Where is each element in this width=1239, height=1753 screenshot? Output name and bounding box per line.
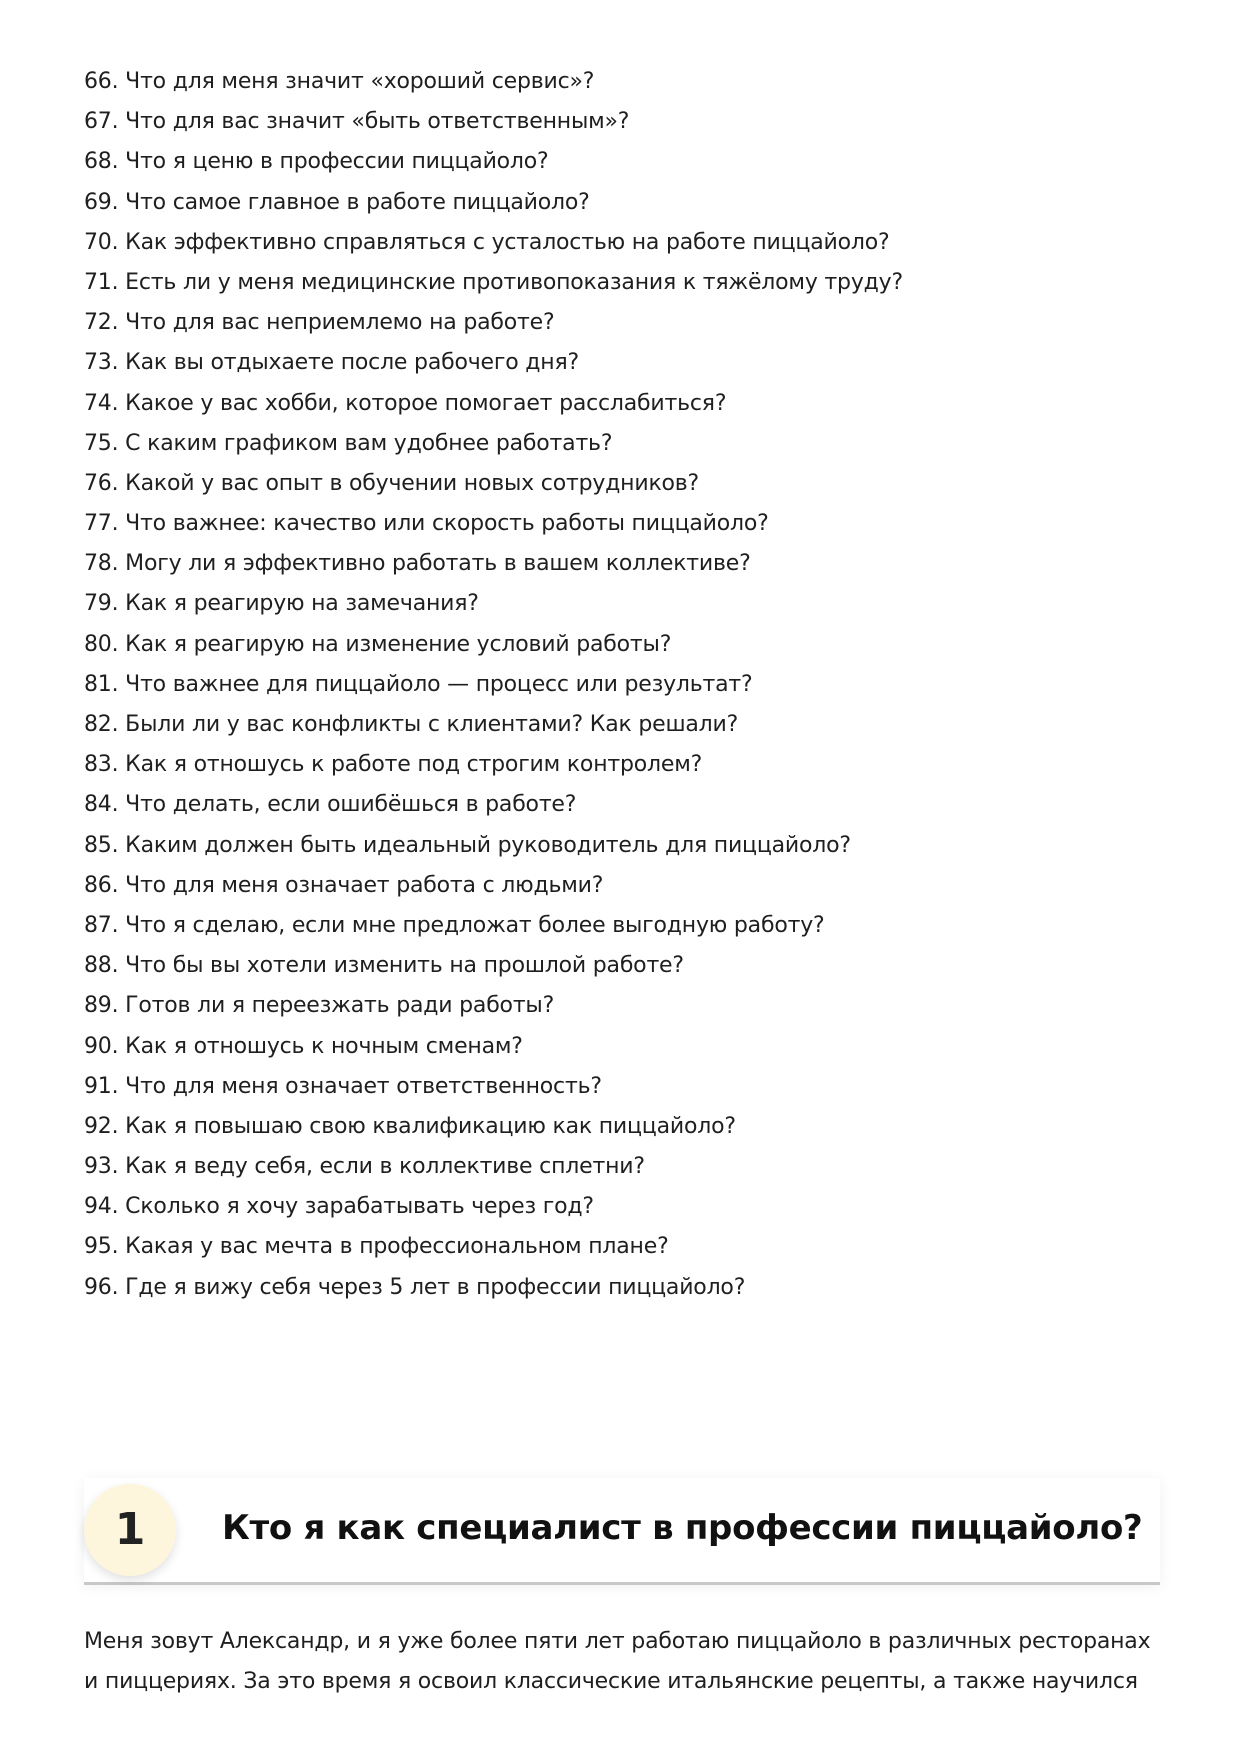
list-item: 88. Что бы вы хотели изменить на прошлой работе? [84,953,684,979]
list-item: 91. Что для меня означает ответственность? [84,1073,602,1099]
list-item: 82. Были ли у вас конфликты с клиентами? Как решали? [84,712,739,737]
list-item: 75. С каким графиком вам удобнее работать? [84,430,613,456]
list-item: 87. Что я сделаю, если мне предложат более выгодную работу? [84,912,825,938]
list-item: 77. Что важнее: качество или скорость работы пиццайоло? [84,511,769,537]
list-item: 80. Как я реагирую на изменение условий работы? [84,631,672,657]
list-item: 94. Сколько я хочу зарабатывать через год? [84,1194,594,1220]
list-item: 68. Что я ценю в профессии пиццайоло? [84,149,549,175]
section-header [84,1478,1160,1585]
list-item: 96. Где я вижу себя через 5 лет в профессии пиццайоло? [84,1274,746,1300]
list-item: 86. Что для меня означает работа с людьми? [84,872,604,898]
list-item: 66. Что для меня значит «хороший сервис»? [84,69,595,94]
list-item: 90. Как я отношусь к ночным сменам? [84,1033,523,1059]
section-number-badge: 1 [84,1484,176,1576]
list-item: 84. Что делать, если ошибёшься в работе? [84,792,577,818]
list-item: 92. Как я повышаю свою квалификацию как пиццайоло? [84,1113,736,1139]
list-item: 85. Каким должен быть идеальный руководитель для пиццайоло? [84,832,851,858]
list-item: 81. Что важнее для пиццайоло — процесс или результат? [84,671,753,697]
list-item: 71. Есть ли у меня медицинские противопоказания к тяжёлому труду? [84,269,903,295]
list-item: 78. Могу ли я эффективно работать в вашем коллективе? [84,551,751,577]
list-item: 67. Что для вас значит «быть ответственным»? [84,109,630,135]
list-item: 79. Как я реагирую на замечания? [84,591,479,617]
list-item: 93. Как я веду себя, если в коллективе сплетни? [84,1154,645,1180]
question-list [84,62,903,1308]
list-item: 95. Какая у вас мечта в профессиональном плане? [84,1234,669,1260]
list-item: 73. Как вы отдыхаете после рабочего дня? [84,350,579,376]
list-item: 69. Что самое главное в работе пиццайоло? [84,189,590,215]
list-item: 83. Как я отношусь к работе под строгим контролем? [84,752,703,778]
list-item: 76. Какой у вас опыт в обучении новых сотрудников? [84,470,700,496]
section-paragraph: Меня зовут Александр, и я уже более пяти лет работаю пиццайоло в различных ресторанах и пиццериях. За это время я освоил классические итальянские рецепты, а также научился [84,1629,1151,1694]
section-title: Кто я как специалист в профессии пиццайоло? [222,1508,1143,1548]
list-item: 70. Как эффективно справляться с усталостью на работе пиццайоло? [84,229,890,255]
list-item: 74. Какое у вас хобби, которое помогает расслабиться? [84,390,727,416]
list-item: 72. Что для вас неприемлемо на работе? [84,310,555,336]
list-item: 89. Готов ли я переезжать ради работы? [84,993,555,1019]
